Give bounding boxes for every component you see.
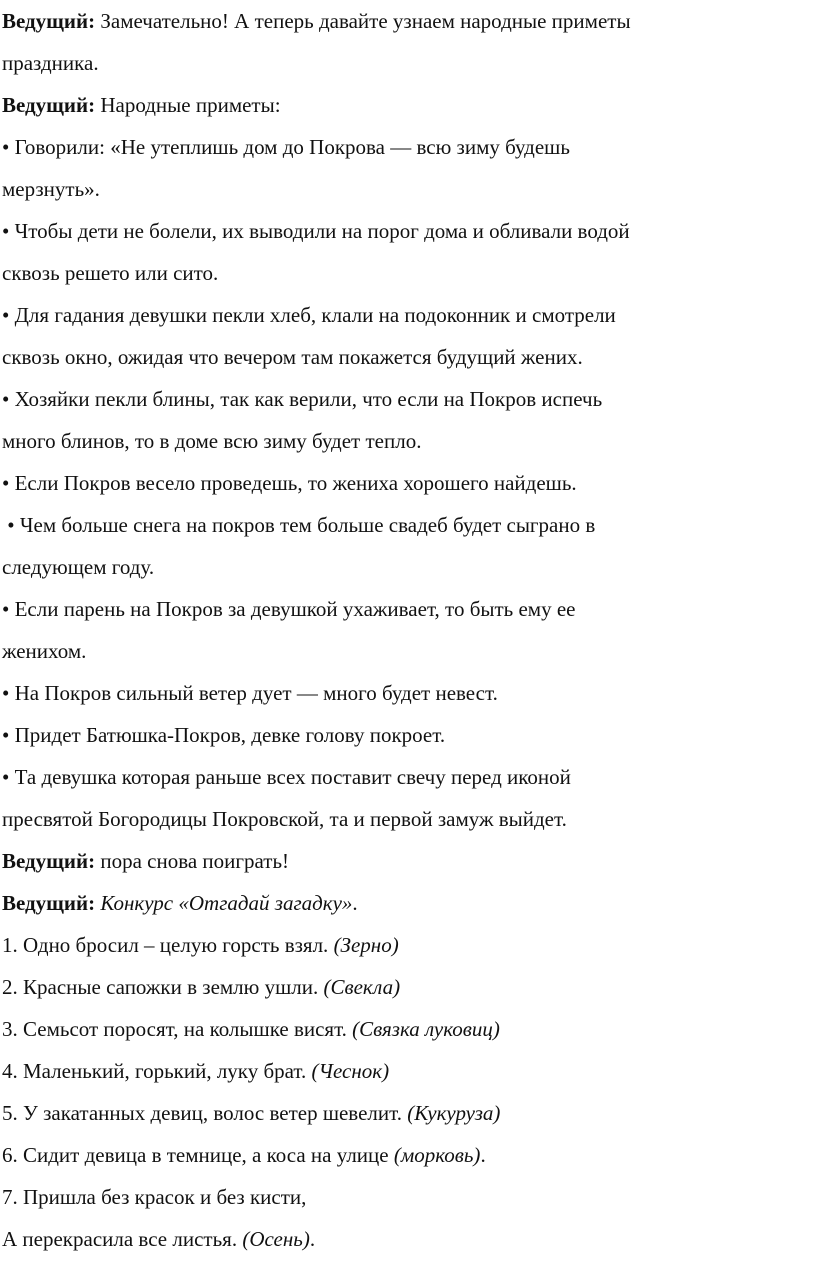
sign-item-cont: много блинов, то в доме всю зиму будет тепло.	[2, 429, 422, 453]
sign-item-cont: пресвятой Богородицы Покровской, та и первой замуж выйдет.	[2, 807, 567, 831]
intro-text: Замечательно! А теперь давайте узнаем народные приметы	[100, 9, 631, 33]
sign-item: • Для гадания девушки пекли хлеб, клали на подоконник и смотрели	[2, 303, 616, 327]
contest-end: .	[352, 891, 358, 915]
sign-item: • Говорили: «Не утеплишь дом до Покрова — всю зиму будешь	[2, 135, 570, 159]
riddle-answer: (Свекла)	[323, 975, 401, 999]
contest-title: Конкурс «Отгадай загадку»	[100, 891, 353, 915]
riddle-item	[2, 924, 816, 966]
intro-text-cont: праздника.	[2, 51, 99, 75]
riddle-text: 4. Маленький, горький, луку брат.	[2, 1059, 312, 1083]
riddle-item	[2, 1134, 816, 1176]
riddle-text: 5. У закатанных девиц, волос ветер шевелит.	[2, 1101, 408, 1125]
riddle-item	[2, 1176, 816, 1218]
speaker-label: Ведущий:	[2, 9, 96, 33]
riddle-item-cont	[2, 1218, 816, 1260]
riddle-tail: .	[309, 1227, 316, 1251]
riddle-answer: (Зерно)	[333, 933, 399, 957]
speaker-label: Ведущий:	[2, 93, 96, 117]
play-text: пора снова поиграть!	[100, 849, 290, 873]
riddle-text: 1. Одно бросил – целую горсть взял.	[2, 933, 334, 957]
riddles-list	[2, 924, 816, 1260]
riddle-item	[2, 1050, 816, 1092]
intro-line-2	[2, 42, 816, 84]
signs-heading: Народные приметы:	[100, 93, 281, 117]
intro-line-1	[2, 0, 816, 42]
sign-item: • Хозяйки пекли блины, так как верили, что если на Покров испечь	[2, 387, 603, 411]
sign-item: • Чтобы дети не болели, их выводили на порог дома и обливали водой	[2, 219, 630, 243]
riddle-text: 3. Семьсот поросят, на колышке висят.	[2, 1017, 353, 1041]
riddle-text: 7. Пришла без красок и без кисти,	[2, 1185, 307, 1209]
sign-item: • На Покров сильный ветер дует — много будет невест.	[2, 681, 498, 705]
sign-item-cont: следующем году.	[2, 555, 155, 579]
riddle-answer: (Чеснок)	[311, 1059, 390, 1083]
riddle-answer: (Связка луковиц)	[352, 1017, 500, 1041]
speaker-label: Ведущий:	[2, 891, 96, 915]
riddle-answer: (морковь)	[393, 1143, 481, 1167]
riddle-tail: .	[480, 1143, 486, 1167]
sign-item: • Если Покров весело проведешь, то жениха хорошего найдешь.	[2, 471, 577, 495]
speaker-label: Ведущий:	[2, 849, 96, 873]
riddle-text: 6. Сидит девица в темнице, а коса на улице	[2, 1143, 394, 1167]
riddle-text: А перекрасила все листья.	[2, 1227, 243, 1251]
sign-item: • Чем больше снега на покров тем больше свадеб будет сыграно в	[2, 513, 596, 537]
riddle-item	[2, 1008, 816, 1050]
contest-line	[2, 882, 816, 924]
sign-item: • Придет Батюшка-Покров, девке голову покроет.	[2, 723, 446, 747]
sign-item-cont: сквозь решето или сито.	[2, 261, 219, 285]
riddle-answer: (Кукуруза)	[407, 1101, 501, 1125]
riddle-item	[2, 1092, 816, 1134]
riddle-text: 2. Красные сапожки в землю ушли.	[2, 975, 324, 999]
signs-heading-line	[2, 84, 816, 126]
riddle-answer: (Осень)	[242, 1227, 310, 1251]
sign-item: • Та девушка которая раньше всех поставит свечу перед иконой	[2, 765, 571, 789]
sign-item: • Если парень на Покров за девушкой ухаживает, то быть ему ее	[2, 597, 576, 621]
sign-item-cont: сквозь окно, ожидая что вечером там покажется будущий жених.	[2, 345, 583, 369]
play-line	[2, 840, 816, 882]
sign-item-cont: женихом.	[2, 639, 87, 663]
riddle-item	[2, 966, 816, 1008]
sign-item-cont: мерзнуть».	[2, 177, 100, 201]
signs-list	[2, 126, 816, 840]
